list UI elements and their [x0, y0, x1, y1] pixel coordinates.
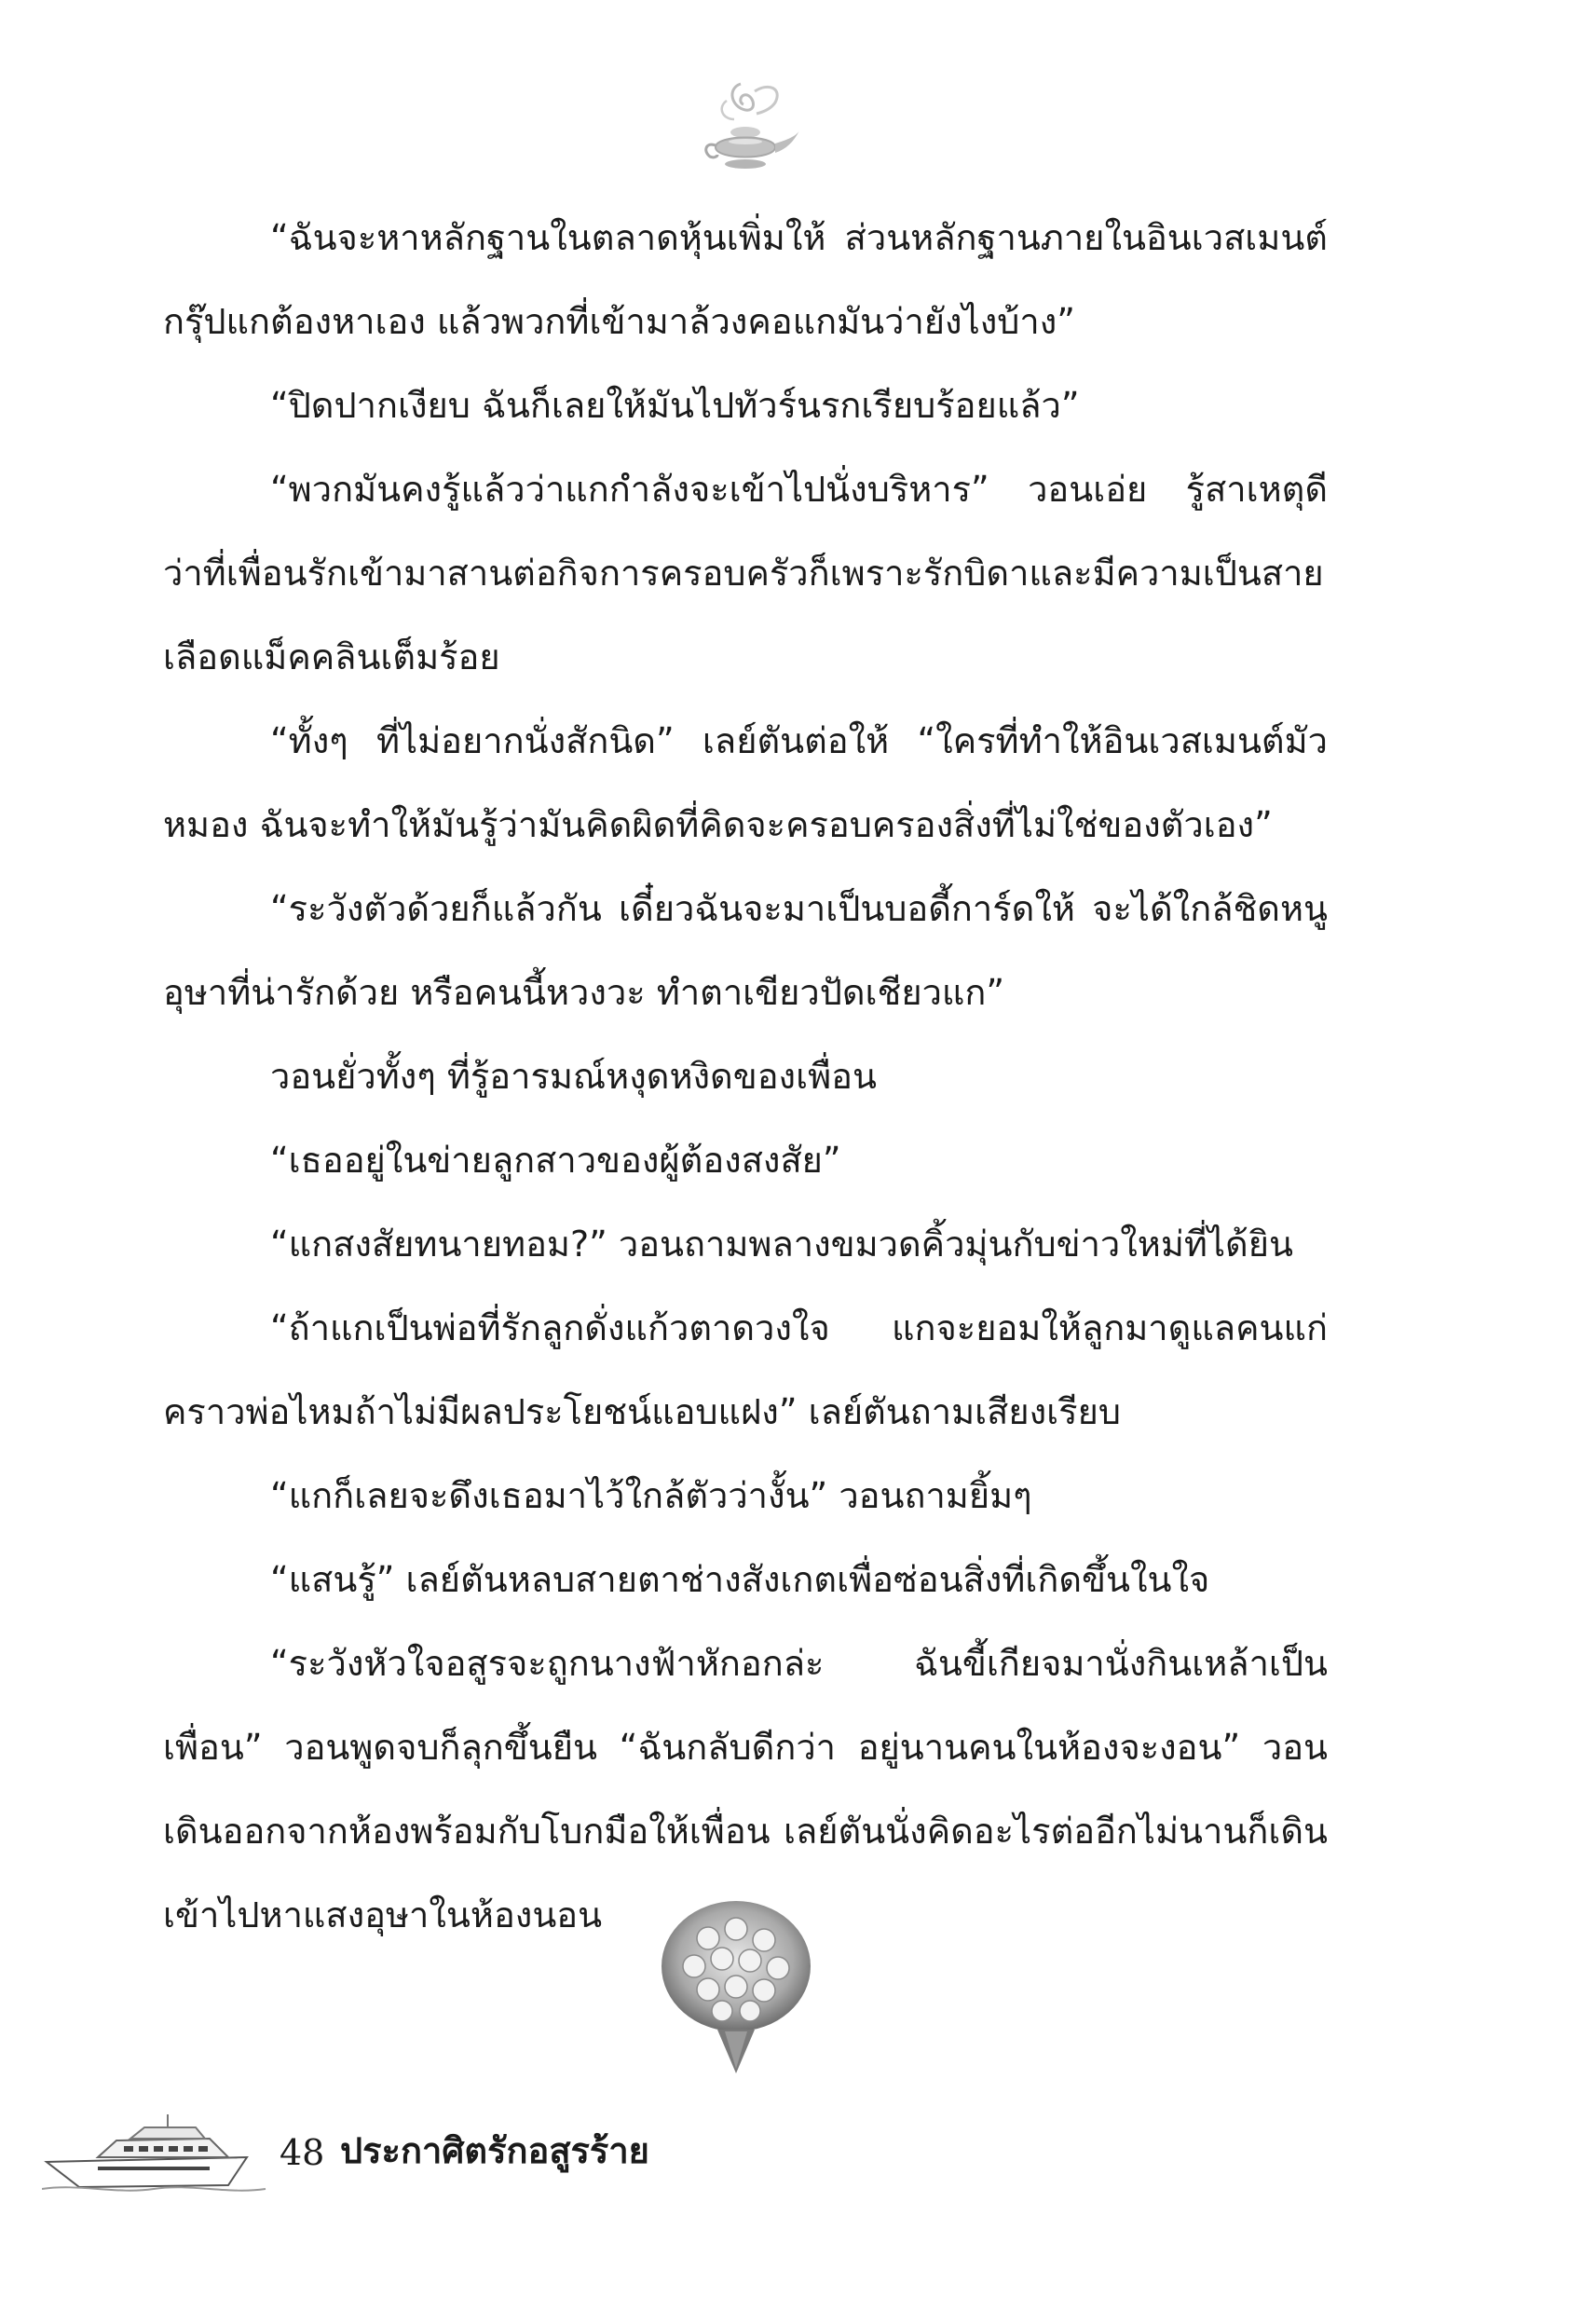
- paragraph: “ฉันจะหาหลักฐานในตลาดหุ้นเพิ่มให้ ส่วนหลักฐานภายในอินเวสเมนต์กรุ๊ปแกต้องหาเอง แล้วพวกที่เข้ามาล้วงคอแกมันว่ายังไงบ้าง”: [163, 217, 1328, 342]
- paragraph: “แสนรู้” เลย์ตันหลบสายตาช่างสังเกตเพื่อซ่อนสิ่งที่เกิดขึ้นในใจ: [270, 1559, 1210, 1600]
- page-footer: [42, 2111, 974, 2195]
- paragraph: “พวกมันคงรู้แล้วว่าแกกำลังจะเข้าไปนั่งบริหาร” วอนเอ่ย รู้สาเหตุดีว่าที่เพื่อนรักเข้ามาสานต่อกิจการครอบครัวก็เพราะรักบิดาและมีความเป็นสายเลือดแม็คคลินเต็มร้อย: [163, 469, 1328, 677]
- chapter-text: [163, 196, 1328, 1957]
- paragraph: “แกสงสัยทนายทอม?” วอนถามพลางขมวดคิ้วมุ่นกับข่าวใหม่ที่ได้ยิน: [270, 1224, 1293, 1265]
- rose-bouquet-icon: [652, 1892, 820, 2078]
- paragraph: “ระวังหัวใจอสูรจะถูกนางฟ้าหักอกล่ะ ฉันขี้เกียจมานั่งกินเหล้าเป็นเพื่อน” วอนพูดจบก็ลุกขึ้นยืน “ฉันกลับดีกว่า อยู่นานคนในห้องจะงอน” วอนเดินออกจากห้องพร้อมกับโบกมือให้เพื่อน เลย์ตันนั่งคิดอะไรต่ออีกไม่นานก็เดินเข้าไปหาแสงอุษาในห้องนอน: [163, 1643, 1328, 1935]
- paragraph: “ถ้าแกเป็นพ่อที่รักลูกดั่งแก้วตาดวงใจ แกจะยอมให้ลูกมาดูแลคนแก่คราวพ่อไหมถ้าไม่มีผลประโยชน์แอบแฝง” เลย์ตันถามเสียงเรียบ: [163, 1307, 1328, 1432]
- yacht-icon: [42, 2111, 275, 2195]
- paragraph: “ปิดปากเงียบ ฉันก็เลยให้มันไปทัวร์นรกเรียบร้อยแล้ว”: [270, 385, 1080, 426]
- paragraph: “เธออยู่ในข่ายลูกสาวของผู้ต้องสงสัย”: [270, 1140, 841, 1181]
- paragraph: “ระวังตัวด้วยก็แล้วกัน เดี๋ยวฉันจะมาเป็นบอดี้การ์ดให้ จะได้ใกล้ชิดหนูอุษาที่น่ารักด้วย หรือคนนี้หวงวะ ทำตาเขียวปัดเชียวแก”: [163, 888, 1328, 1013]
- page-number: 48: [280, 2132, 325, 2173]
- book-title: ประกาศิตรักอสูรร้าย: [340, 2130, 649, 2171]
- paragraph: “ทั้งๆ ที่ไม่อยากนั่งสักนิด” เลย์ตันต่อให้ “ใครที่ทำให้อินเวสเมนต์มัวหมอง ฉันจะทำให้มันรู้ว่ามันคิดผิดที่คิดจะครอบครองสิ่งที่ไม่ใช่ของตัวเอง”: [163, 720, 1328, 845]
- paragraph: วอนยั่วทั้งๆ ที่รู้อารมณ์หงุดหงิดของเพื่อน: [270, 1056, 877, 1097]
- paragraph: “แกก็เลยจะดึงเธอมาไว้ใกล้ตัวว่างั้น” วอนถามยิ้มๆ: [270, 1475, 1032, 1516]
- genie-lamp-icon: [689, 75, 801, 177]
